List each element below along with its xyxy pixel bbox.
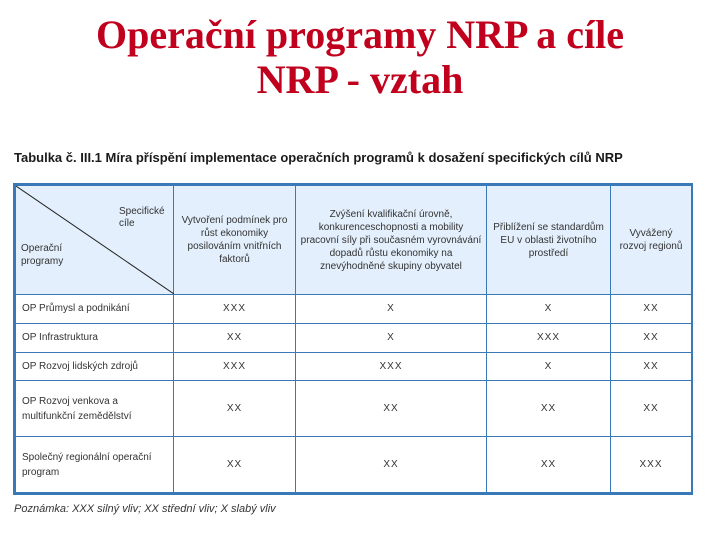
slide-title-line-1: Operační programy NRP a cíle xyxy=(95,12,625,57)
table-cell: X xyxy=(296,323,487,352)
table-cell: XX xyxy=(296,437,487,493)
table-cell: XXX xyxy=(611,437,692,493)
corner-header-cell xyxy=(16,186,174,295)
row-header: Společný regionální operační program xyxy=(16,437,174,493)
table-cell: XXX xyxy=(174,352,296,381)
table-cell: X xyxy=(296,295,487,324)
table-cell: XX xyxy=(611,295,692,324)
table-cell: XX xyxy=(487,437,611,493)
table-cell: XX xyxy=(611,323,692,352)
table-row xyxy=(16,295,692,324)
column-header: Vyvážený rozvoj regionů xyxy=(611,186,692,295)
table-cell: XX xyxy=(296,381,487,437)
diagonal-divider xyxy=(16,186,174,294)
table-cell: XX xyxy=(174,437,296,493)
column-header: Přiblížení se standardům EU v oblasti životního prostředí xyxy=(487,186,611,295)
slide-title-line-2: NRP - vztah xyxy=(256,57,464,102)
table-cell: XX xyxy=(487,381,611,437)
table-cell: X xyxy=(487,352,611,381)
slide-title xyxy=(0,12,720,102)
relation-table xyxy=(13,183,693,495)
table-caption: Tabulka č. III.1 Míra příspění implementace operačních programů k dosažení specifických cílů NRP xyxy=(14,150,623,165)
table-note: Poznámka: XXX silný vliv; XX střední vliv; X slabý vliv xyxy=(14,503,276,515)
table-cell: XX xyxy=(174,381,296,437)
row-header: OP Rozvoj venkova a multifunkční zemědělství xyxy=(16,381,174,437)
table-cell: XXX xyxy=(174,295,296,324)
table-cell: XXX xyxy=(296,352,487,381)
table-cell: X xyxy=(487,295,611,324)
row-header: OP Rozvoj lidských zdrojů xyxy=(16,352,174,381)
table-cell: XX xyxy=(174,323,296,352)
table-row xyxy=(16,381,692,437)
table-row xyxy=(16,437,692,493)
table-cell: XXX xyxy=(487,323,611,352)
table-cell: XX xyxy=(611,381,692,437)
column-header: Vytvoření podmínek pro růst ekonomiky posilováním vnitřních faktorů xyxy=(174,186,296,295)
row-header: OP Infrastruktura xyxy=(16,323,174,352)
row-header: OP Průmysl a podnikání xyxy=(16,295,174,324)
header-row xyxy=(16,186,692,295)
table-row xyxy=(16,352,692,381)
table-row xyxy=(16,323,692,352)
column-header: Zvýšení kvalifikační úrovně, konkurenceschopnosti a mobility pracovní síly při současném vyrovnávání dopadů růstu ekonomiky na znevýhodněné skupiny obyvatel xyxy=(296,186,487,295)
corner-label-programs: Operační programy xyxy=(21,243,64,267)
corner-label-objectives: Specifické cíle xyxy=(119,206,165,229)
table-cell: XX xyxy=(611,352,692,381)
